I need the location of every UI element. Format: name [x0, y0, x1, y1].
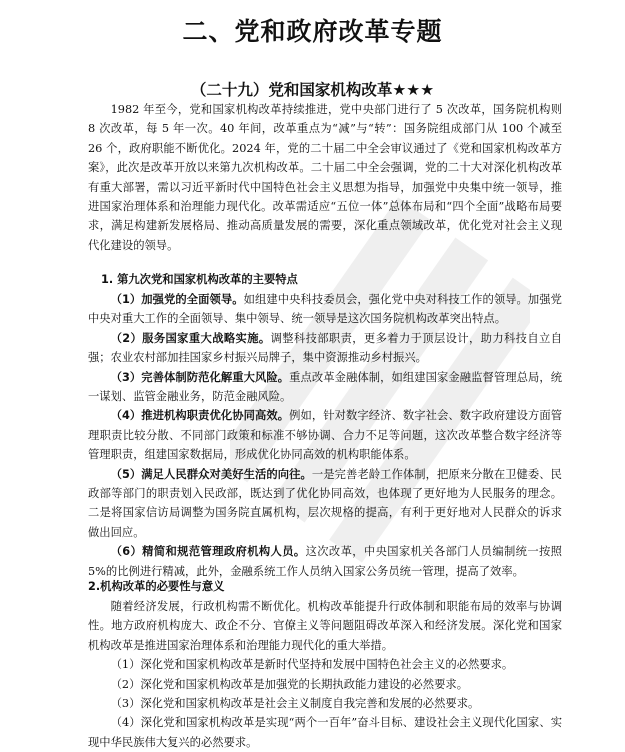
item-lead: （4）推进机构职责优化协同高效。	[110, 409, 290, 423]
intro-paragraph-block	[88, 100, 562, 255]
list-item: （4）深化党和国家机构改革是实现“两个一百年”奋斗目标、建设社会主义现代化国家、实现中华民族伟大复兴的必然要求。	[88, 716, 562, 749]
difficulty-stars: ★★★	[392, 81, 435, 99]
section-title	[0, 78, 625, 100]
list-item	[88, 465, 562, 543]
list-item	[88, 329, 562, 368]
section2-heading: 2.机构改革的必要性与意义	[88, 580, 225, 593]
list-item: （3）深化党和国家机构改革是社会主义制度自我完善和发展的必然要求。	[110, 697, 480, 711]
list-item: （2）深化党和国家机构改革是加强党的长期执政能力建设的必然要求。	[110, 677, 468, 691]
item-lead: （3）完善体制防范化解重大风险。	[110, 370, 290, 384]
intro-paragraph: 1982 年至今，党和国家机构改革持续推进，党中央部门进行了 5 次改革，国务院机构则 8 次改革，每 5 年一次。40 年间，改革重点为“减”与“转”：国务院组成部门从 100 个减至 26 个，政府职能不断优化。2024 年，党的二十届二中全会审议通过了《党和国家机构改革方案》，此次是改革开放以来第九次机构改革。二十届二中全会强调，党的二十大对深化机构改革有重大部署，需以习近平新时代中国特色社会主义思想为指导，加强党中央集中统一领导，推进国家治理体系和治理能力现代化。改革需适应“五位一体”总体布局和“四个全面”战略布局要求，满足构建新发展格局、推动高质量发展的需要，深化重点领域改革，优化党对社会主义现代化建设的领导。	[88, 103, 562, 252]
item-text: 如组建中央科技委员会，强化党中央对科技工作的领导。加强党中央对重大工作的全面领导、集中领导、统一领导是这次国务院机构改革突出特点。	[88, 293, 562, 326]
list-item	[88, 290, 562, 329]
list-item	[88, 368, 562, 407]
page-title: 二、党和政府改革专题	[182, 17, 443, 46]
item-text: 这次改革，中央国家机关各部门人员编制统一按照 5%的比例进行精减，此外，金融系统工作人员纳入国家公务员统一管理，提高了效率。	[88, 545, 562, 578]
section1-body	[88, 290, 562, 581]
item-lead: （1）加强党的全面领导。	[110, 293, 244, 306]
item-text: 调整科技部职责，更多着力于顶层设计，助力科技自立自强；农业农村部加挂国家乡村振兴局牌子，集中资源推动乡村振兴。	[88, 331, 562, 365]
item-lead: （6）精简和规范管理政府机构人员。	[110, 545, 306, 559]
section-title-text: （二十九）党和国家机构改革	[190, 81, 393, 99]
item-lead: （2）服务国家重大战略实施。	[110, 331, 271, 345]
list-item	[88, 542, 562, 581]
list-item	[88, 406, 562, 464]
item-text: 重点改革金融体制，如组建国家金融监督管理总局，统一谋划、监管金融业务，防范金融风险。	[88, 370, 562, 404]
item-text: 例如，针对数字经济、数字社会、数字政府建设方面管理职责比较分散、不同部门政策和标准不够协调、合力不足等问题，这次改革整合数字经济等管理职责，组建国家数据局，形成优化协同高效的机构职能体系。	[88, 409, 562, 462]
section2-intro: 随着经济发展，行政机构需不断优化。机构改革能提升行政体制和职能布局的效率与协调性。地方政府机构庞大、政企不分、官僚主义等问题阻碍改革深入和经济发展。深化党和国家机构改革是推进国家治理体系和治理能力现代化的重大举措。	[88, 600, 562, 652]
item-lead: （5）满足人民群众对美好生活的向往。	[110, 467, 312, 481]
section2-body	[88, 597, 562, 752]
list-item: （1）深化党和国家机构改革是新时代坚持和发展中国特色社会主义的必然要求。	[110, 658, 514, 672]
section1-heading: 1. 第九次党和国家机构改革的主要特点	[101, 273, 298, 286]
item-text: 一是完善老龄工作体制，把原来分散在卫健委、民政部等部门的职责划入民政部，既达到了优化协同高效，也体现了更好地为人民服务的理念。二是将国家信访局调整为国务院直属机构，层次规格的提高，有利于更好地对人民群众的诉求做出回应。	[88, 467, 562, 539]
